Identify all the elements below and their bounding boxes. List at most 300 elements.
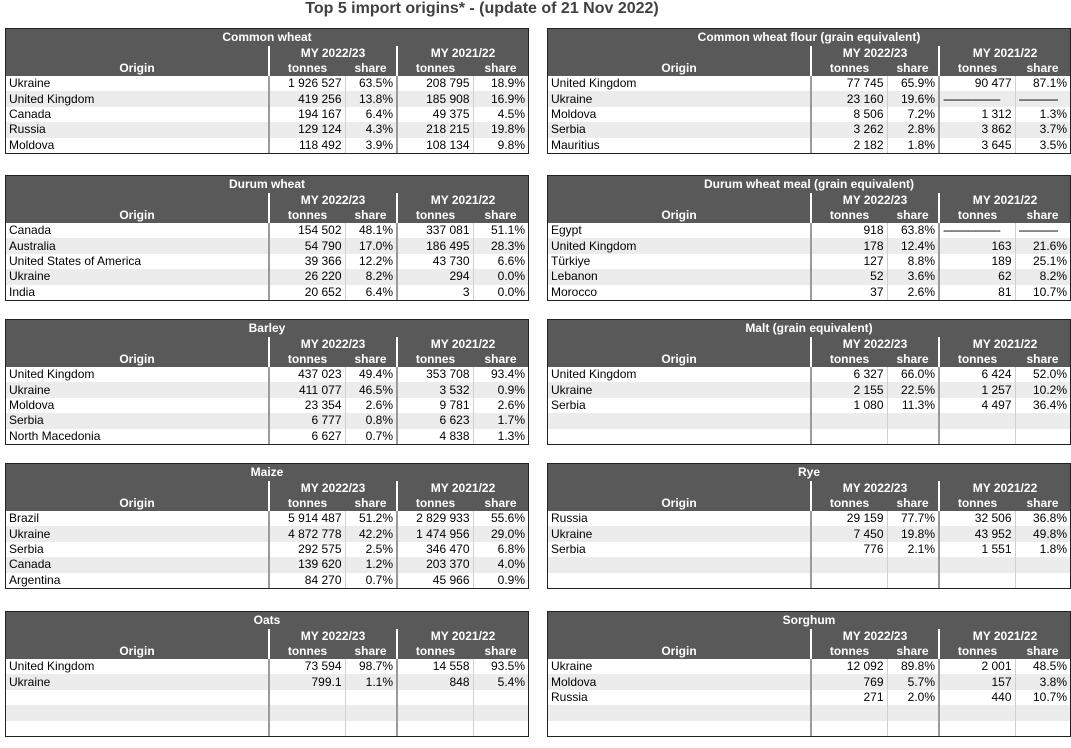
cell-tonnes-2022-23: 194 167	[269, 107, 345, 122]
panel-durum-wheat	[5, 175, 529, 301]
cell-tonnes-2021-22: 163	[939, 238, 1015, 253]
cell-tonnes-2021-22	[397, 705, 473, 720]
header-share: share	[345, 61, 397, 76]
cell-tonnes-2021-22: -------------------	[939, 223, 1015, 238]
cell-share-2021-22: 48.5%	[1015, 659, 1070, 674]
header-origin: Origin	[6, 352, 269, 367]
header-tonnes: tonnes	[939, 61, 1015, 76]
cell-share-2022-23: 6.4%	[345, 107, 397, 122]
cell-origin	[548, 721, 811, 736]
table-row	[548, 429, 1070, 444]
cell-origin: North Macedonia	[6, 429, 269, 444]
cell-origin: Argentina	[6, 573, 269, 588]
cell-share-2021-22: 1.3%	[473, 429, 528, 444]
import-table	[548, 193, 1070, 300]
cell-tonnes-2022-23: 271	[811, 690, 887, 705]
panel-title: Oats	[6, 612, 528, 629]
cell-origin: Moldova	[548, 107, 811, 122]
cell-tonnes-2021-22: 337 081	[397, 223, 473, 238]
cell-origin: Ukraine	[548, 659, 811, 674]
header-tonnes: tonnes	[269, 208, 345, 223]
cell-tonnes-2022-23	[811, 429, 887, 444]
cell-origin: United Kingdom	[548, 367, 811, 382]
cell-share-2021-22: 3.8%	[1015, 674, 1070, 689]
header-blank	[6, 46, 269, 61]
cell-tonnes-2022-23: 29 159	[811, 511, 887, 526]
cell-share-2022-23: 63.8%	[887, 223, 939, 238]
cell-origin: Ukraine	[6, 674, 269, 689]
panel-title: Rye	[548, 464, 1070, 481]
panel-oats	[5, 611, 529, 737]
header-blank	[548, 46, 811, 61]
table-row	[6, 542, 528, 557]
table-row	[6, 367, 528, 382]
cell-tonnes-2021-22: 108 134	[397, 138, 473, 153]
table-row	[548, 254, 1070, 269]
cell-share-2022-23: 17.0%	[345, 238, 397, 253]
cell-origin: Russia	[548, 690, 811, 705]
cell-tonnes-2022-23: 118 492	[269, 138, 345, 153]
cell-tonnes-2021-22: 6 623	[397, 413, 473, 428]
table-row	[6, 413, 528, 428]
cell-share-2021-22: 1.7%	[473, 413, 528, 428]
cell-share-2022-23	[887, 413, 939, 428]
cell-tonnes-2021-22: 43 730	[397, 254, 473, 269]
import-table	[6, 629, 528, 736]
header-my-2021-22: MY 2021/22	[939, 46, 1070, 61]
cell-share-2021-22: 9.8%	[473, 138, 528, 153]
table-row	[6, 382, 528, 397]
header-share: share	[345, 352, 397, 367]
cell-tonnes-2022-23: 776	[811, 542, 887, 557]
table-row	[6, 398, 528, 413]
table-row	[6, 238, 528, 253]
cell-share-2022-23: 2.0%	[887, 690, 939, 705]
cell-share-2021-22: 6.6%	[473, 254, 528, 269]
cell-share-2022-23: 46.5%	[345, 382, 397, 397]
cell-share-2021-22: 52.0%	[1015, 367, 1070, 382]
cell-tonnes-2022-23: 26 220	[269, 269, 345, 284]
header-tonnes: tonnes	[269, 61, 345, 76]
cell-origin: India	[6, 285, 269, 300]
cell-share-2021-22: 0.9%	[473, 382, 528, 397]
cell-share-2022-23: 6.4%	[345, 285, 397, 300]
cell-origin: Serbia	[548, 542, 811, 557]
cell-tonnes-2021-22: 1 551	[939, 542, 1015, 557]
table-row	[6, 254, 528, 269]
cell-share-2022-23: 89.8%	[887, 659, 939, 674]
header-my-2022-23: MY 2022/23	[811, 46, 939, 61]
cell-share-2021-22: 16.9%	[473, 91, 528, 106]
cell-share-2021-22: 4.5%	[473, 107, 528, 122]
cell-origin: Ukraine	[6, 526, 269, 541]
cell-tonnes-2021-22: 1 312	[939, 107, 1015, 122]
cell-tonnes-2021-22: 208 795	[397, 76, 473, 91]
panel-title: Maize	[6, 464, 528, 481]
cell-tonnes-2021-22: 3 532	[397, 382, 473, 397]
panel-sorghum	[547, 611, 1071, 737]
header-origin: Origin	[548, 61, 811, 76]
header-blank	[548, 193, 811, 208]
header-my-2022-23: MY 2022/23	[269, 337, 397, 352]
cell-share-2022-23: 42.2%	[345, 526, 397, 541]
cell-tonnes-2022-23: 411 077	[269, 382, 345, 397]
cell-origin: Moldova	[6, 138, 269, 153]
cell-share-2021-22: 49.8%	[1015, 526, 1070, 541]
cell-share-2021-22: 4.0%	[473, 557, 528, 572]
header-my-2022-23: MY 2022/23	[811, 337, 939, 352]
cell-share-2022-23: 1.8%	[887, 138, 939, 153]
cell-share-2021-22: -------------	[1015, 91, 1070, 106]
table-row	[548, 223, 1070, 238]
header-my-2021-22: MY 2021/22	[397, 629, 528, 644]
cell-tonnes-2022-23: 1 080	[811, 398, 887, 413]
table-row	[548, 557, 1070, 572]
table-row	[548, 542, 1070, 557]
table-row	[548, 107, 1070, 122]
cell-share-2021-22: 36.8%	[1015, 511, 1070, 526]
cell-tonnes-2022-23: 2 155	[811, 382, 887, 397]
cell-tonnes-2022-23	[269, 721, 345, 736]
cell-origin: Moldova	[548, 674, 811, 689]
cell-tonnes-2022-23: 6 627	[269, 429, 345, 444]
cell-share-2022-23: 3.6%	[887, 269, 939, 284]
table-row	[6, 269, 528, 284]
header-share: share	[1015, 644, 1070, 659]
header-share: share	[887, 496, 939, 511]
header-my-2021-22: MY 2021/22	[397, 481, 528, 496]
cell-origin: United Kingdom	[6, 367, 269, 382]
cell-tonnes-2022-23: 6 777	[269, 413, 345, 428]
header-share: share	[887, 208, 939, 223]
panel-title: Durum wheat	[6, 176, 528, 193]
cell-tonnes-2022-23: 1 926 527	[269, 76, 345, 91]
cell-share-2021-22: 10.7%	[1015, 690, 1070, 705]
import-table	[548, 481, 1070, 588]
cell-origin: United States of America	[6, 254, 269, 269]
cell-tonnes-2022-23: 37	[811, 285, 887, 300]
header-share: share	[887, 644, 939, 659]
table-row	[548, 269, 1070, 284]
cell-share-2021-22: 25.1%	[1015, 254, 1070, 269]
table-row	[548, 367, 1070, 382]
cell-tonnes-2021-22	[397, 721, 473, 736]
cell-share-2022-23: 5.7%	[887, 674, 939, 689]
cell-tonnes-2021-22: 6 424	[939, 367, 1015, 382]
cell-origin: Ukraine	[6, 76, 269, 91]
cell-tonnes-2021-22: 4 497	[939, 398, 1015, 413]
cell-origin: Serbia	[548, 398, 811, 413]
table-row	[548, 721, 1070, 736]
cell-share-2022-23: 4.3%	[345, 122, 397, 137]
page-title: Top 5 import origins* - (update of 21 Nov 2022)	[305, 0, 659, 17]
cell-tonnes-2021-22	[939, 573, 1015, 588]
panel-title: Common wheat flour (grain equivalent)	[548, 29, 1070, 46]
cell-tonnes-2021-22: 2 829 933	[397, 511, 473, 526]
cell-share-2022-23: 2.1%	[887, 542, 939, 557]
cell-tonnes-2021-22: 157	[939, 674, 1015, 689]
cell-share-2021-22: 93.4%	[473, 367, 528, 382]
cell-origin: Ukraine	[548, 91, 811, 106]
cell-share-2021-22: 0.0%	[473, 285, 528, 300]
cell-share-2022-23: 1.1%	[345, 674, 397, 689]
cell-tonnes-2021-22: 203 370	[397, 557, 473, 572]
cell-tonnes-2022-23: 77 745	[811, 76, 887, 91]
cell-origin: Serbia	[548, 122, 811, 137]
table-row	[548, 659, 1070, 674]
cell-origin: Ukraine	[548, 382, 811, 397]
cell-share-2022-23: 51.2%	[345, 511, 397, 526]
cell-share-2021-22	[1015, 573, 1070, 588]
cell-tonnes-2022-23: 5 914 487	[269, 511, 345, 526]
header-my-2022-23: MY 2022/23	[811, 629, 939, 644]
cell-tonnes-2022-23: 6 327	[811, 367, 887, 382]
cell-origin	[548, 705, 811, 720]
cell-share-2022-23: 98.7%	[345, 659, 397, 674]
cell-share-2021-22: 55.6%	[473, 511, 528, 526]
cell-tonnes-2021-22: -------------------	[939, 91, 1015, 106]
cell-share-2022-23: 11.3%	[887, 398, 939, 413]
header-tonnes: tonnes	[939, 644, 1015, 659]
header-my-2022-23: MY 2022/23	[269, 46, 397, 61]
header-tonnes: tonnes	[269, 352, 345, 367]
header-my-2022-23: MY 2022/23	[269, 481, 397, 496]
cell-origin: Serbia	[6, 413, 269, 428]
cell-share-2022-23: 63.5%	[345, 76, 397, 91]
cell-tonnes-2021-22: 218 215	[397, 122, 473, 137]
panel-title: Barley	[6, 320, 528, 337]
cell-tonnes-2021-22	[939, 413, 1015, 428]
table-row	[548, 413, 1070, 428]
cell-share-2022-23	[345, 721, 397, 736]
panel-maize	[5, 463, 529, 589]
cell-tonnes-2022-23: 918	[811, 223, 887, 238]
cell-share-2021-22: 93.5%	[473, 659, 528, 674]
cell-origin: Russia	[6, 122, 269, 137]
cell-share-2022-23: 77.7%	[887, 511, 939, 526]
cell-tonnes-2021-22: 186 495	[397, 238, 473, 253]
cell-tonnes-2022-23: 129 124	[269, 122, 345, 137]
cell-share-2021-22: 8.2%	[1015, 269, 1070, 284]
panel-title: Sorghum	[548, 612, 1070, 629]
cell-share-2022-23: 19.6%	[887, 91, 939, 106]
panel-title: Malt (grain equivalent)	[548, 320, 1070, 337]
cell-origin: United Kingdom	[548, 238, 811, 253]
cell-tonnes-2021-22	[939, 557, 1015, 572]
cell-share-2022-23	[887, 721, 939, 736]
header-origin: Origin	[548, 496, 811, 511]
header-share: share	[473, 208, 528, 223]
cell-origin: Türkiye	[548, 254, 811, 269]
cell-tonnes-2021-22: 3	[397, 285, 473, 300]
cell-origin: Lebanon	[548, 269, 811, 284]
cell-tonnes-2021-22: 62	[939, 269, 1015, 284]
panel-barley	[5, 319, 529, 445]
cell-share-2021-22: -------------	[1015, 223, 1070, 238]
cell-tonnes-2022-23	[269, 690, 345, 705]
cell-share-2022-23: 7.2%	[887, 107, 939, 122]
cell-share-2021-22: 0.9%	[473, 573, 528, 588]
cell-share-2022-23: 1.2%	[345, 557, 397, 572]
table-row	[6, 674, 528, 689]
table-row	[548, 705, 1070, 720]
cell-tonnes-2021-22: 185 908	[397, 91, 473, 106]
cell-share-2022-23: 2.6%	[887, 285, 939, 300]
cell-tonnes-2022-23: 8 506	[811, 107, 887, 122]
table-row	[548, 238, 1070, 253]
cell-share-2021-22: 6.8%	[473, 542, 528, 557]
header-share: share	[1015, 352, 1070, 367]
cell-share-2021-22: 3.5%	[1015, 138, 1070, 153]
header-origin: Origin	[6, 61, 269, 76]
table-row	[6, 659, 528, 674]
cell-share-2021-22	[473, 705, 528, 720]
table-row	[6, 122, 528, 137]
header-tonnes: tonnes	[939, 352, 1015, 367]
import-table	[6, 481, 528, 588]
header-tonnes: tonnes	[811, 496, 887, 511]
header-blank	[6, 629, 269, 644]
import-table	[548, 337, 1070, 444]
cell-tonnes-2021-22: 49 375	[397, 107, 473, 122]
cell-tonnes-2021-22	[939, 721, 1015, 736]
cell-tonnes-2021-22: 294	[397, 269, 473, 284]
cell-share-2021-22: 1.8%	[1015, 542, 1070, 557]
cell-share-2021-22: 0.0%	[473, 269, 528, 284]
table-row	[6, 76, 528, 91]
header-blank	[548, 629, 811, 644]
header-tonnes: tonnes	[397, 208, 473, 223]
import-table	[6, 337, 528, 444]
cell-share-2021-22: 19.8%	[473, 122, 528, 137]
cell-tonnes-2021-22: 14 558	[397, 659, 473, 674]
cell-share-2021-22	[1015, 721, 1070, 736]
cell-tonnes-2022-23: 39 366	[269, 254, 345, 269]
table-row	[6, 91, 528, 106]
cell-share-2022-23: 0.8%	[345, 413, 397, 428]
cell-share-2021-22: 21.6%	[1015, 238, 1070, 253]
cell-tonnes-2022-23: 437 023	[269, 367, 345, 382]
table-row	[6, 138, 528, 153]
table-row	[548, 382, 1070, 397]
table-row	[548, 138, 1070, 153]
cell-share-2022-23: 13.8%	[345, 91, 397, 106]
cell-origin	[6, 705, 269, 720]
table-row	[6, 690, 528, 705]
header-share: share	[473, 352, 528, 367]
header-my-2021-22: MY 2021/22	[939, 193, 1070, 208]
cell-tonnes-2021-22: 81	[939, 285, 1015, 300]
header-tonnes: tonnes	[939, 208, 1015, 223]
header-tonnes: tonnes	[397, 496, 473, 511]
table-row	[548, 690, 1070, 705]
cell-tonnes-2021-22	[939, 705, 1015, 720]
cell-tonnes-2022-23: 127	[811, 254, 887, 269]
cell-share-2022-23: 65.9%	[887, 76, 939, 91]
header-my-2021-22: MY 2021/22	[939, 629, 1070, 644]
header-blank	[548, 481, 811, 496]
header-blank	[6, 193, 269, 208]
cell-tonnes-2022-23	[811, 573, 887, 588]
table-row	[6, 107, 528, 122]
header-my-2022-23: MY 2022/23	[269, 629, 397, 644]
header-share: share	[345, 644, 397, 659]
header-share: share	[887, 352, 939, 367]
header-tonnes: tonnes	[811, 644, 887, 659]
cell-share-2022-23: 0.7%	[345, 429, 397, 444]
header-share: share	[473, 644, 528, 659]
cell-share-2022-23: 3.9%	[345, 138, 397, 153]
header-tonnes: tonnes	[269, 496, 345, 511]
cell-tonnes-2021-22: 32 506	[939, 511, 1015, 526]
cell-tonnes-2022-23: 3 262	[811, 122, 887, 137]
cell-origin: Brazil	[6, 511, 269, 526]
cell-tonnes-2022-23: 7 450	[811, 526, 887, 541]
cell-tonnes-2022-23: 52	[811, 269, 887, 284]
cell-share-2021-22	[1015, 705, 1070, 720]
header-tonnes: tonnes	[397, 644, 473, 659]
import-table	[548, 46, 1070, 153]
table-row	[548, 398, 1070, 413]
cell-tonnes-2021-22: 45 966	[397, 573, 473, 588]
cell-origin: Canada	[6, 557, 269, 572]
table-row	[6, 429, 528, 444]
import-table	[548, 629, 1070, 736]
cell-tonnes-2022-23: 139 620	[269, 557, 345, 572]
cell-tonnes-2022-23: 154 502	[269, 223, 345, 238]
panel-title: Durum wheat meal (grain equivalent)	[548, 176, 1070, 193]
cell-tonnes-2022-23: 769	[811, 674, 887, 689]
cell-tonnes-2021-22: 440	[939, 690, 1015, 705]
table-row	[548, 674, 1070, 689]
cell-share-2021-22	[473, 721, 528, 736]
cell-tonnes-2022-23: 419 256	[269, 91, 345, 106]
cell-share-2022-23: 12.2%	[345, 254, 397, 269]
cell-origin: Canada	[6, 107, 269, 122]
cell-share-2021-22	[1015, 413, 1070, 428]
table-row	[6, 705, 528, 720]
table-row	[6, 511, 528, 526]
cell-share-2022-23	[345, 705, 397, 720]
header-my-2021-22: MY 2021/22	[397, 46, 528, 61]
cell-origin	[6, 690, 269, 705]
cell-tonnes-2022-23: 54 790	[269, 238, 345, 253]
cell-origin: Mauritius	[548, 138, 811, 153]
cell-tonnes-2022-23: 178	[811, 238, 887, 253]
panel-common-wheat-flour	[547, 28, 1071, 154]
cell-share-2021-22: 36.4%	[1015, 398, 1070, 413]
cell-share-2022-23	[887, 557, 939, 572]
cell-tonnes-2021-22: 1 257	[939, 382, 1015, 397]
header-tonnes: tonnes	[811, 208, 887, 223]
panel-title: Common wheat	[6, 29, 528, 46]
table-row	[6, 285, 528, 300]
cell-share-2022-23	[887, 573, 939, 588]
cell-tonnes-2021-22: 90 477	[939, 76, 1015, 91]
table-row	[548, 76, 1070, 91]
cell-share-2021-22: 5.4%	[473, 674, 528, 689]
cell-origin: United Kingdom	[6, 91, 269, 106]
cell-share-2022-23	[887, 705, 939, 720]
cell-share-2021-22: 2.6%	[473, 398, 528, 413]
cell-tonnes-2022-23: 799.1	[269, 674, 345, 689]
import-table	[6, 193, 528, 300]
header-blank	[6, 337, 269, 352]
cell-share-2021-22: 51.1%	[473, 223, 528, 238]
cell-origin: Russia	[548, 511, 811, 526]
header-share: share	[1015, 61, 1070, 76]
cell-share-2021-22: 18.9%	[473, 76, 528, 91]
